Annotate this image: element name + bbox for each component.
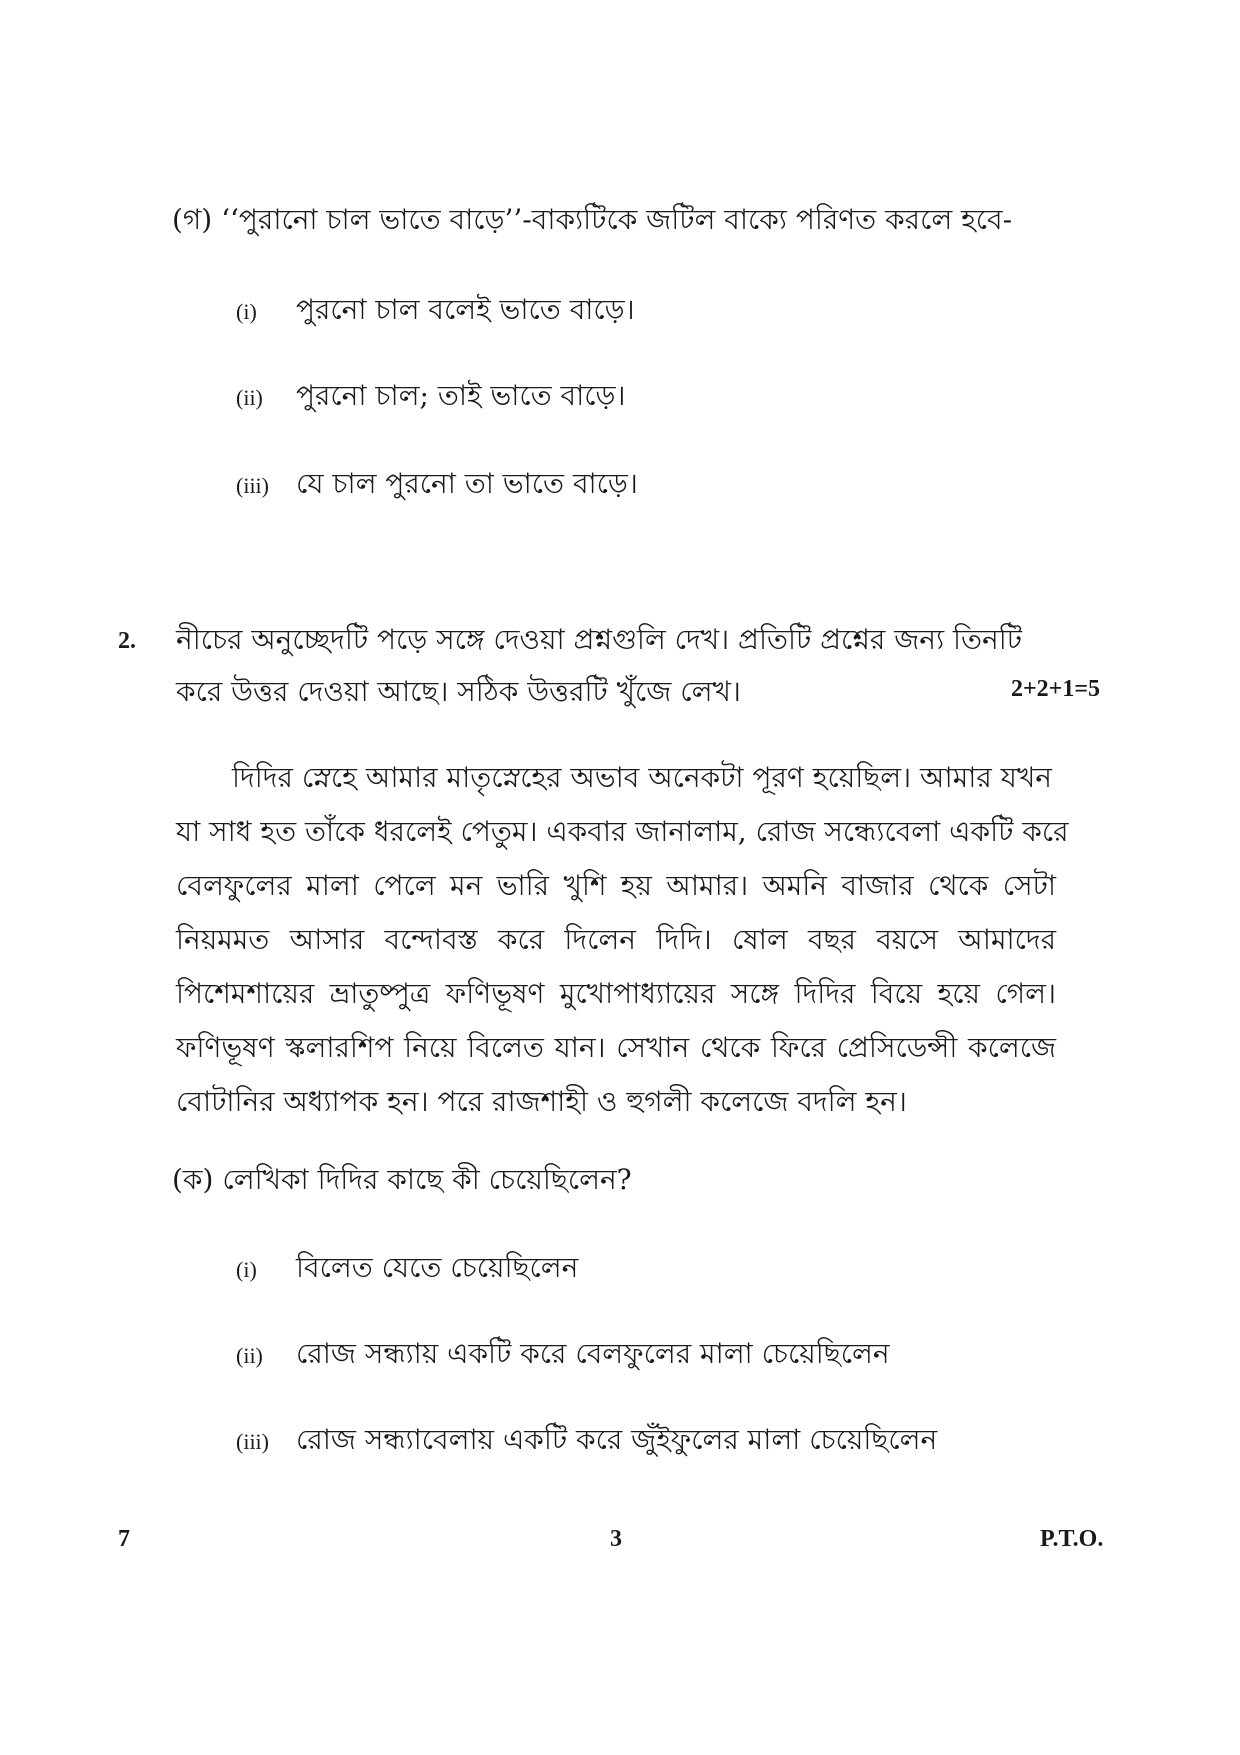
question-2-instruction-line2: করে উত্তর দেওয়া আছে। সঠিক উত্তরটি খুঁজে লেখ। — [176, 675, 741, 708]
option-number: (ii) — [236, 385, 263, 410]
option-number: (ii) — [236, 1343, 263, 1368]
option-text: যে চাল পুরনো তা ভাতে বাড়ে। — [296, 467, 638, 500]
option-text: রোজ সন্ধ্যায় একটি করে বেলফুলের মালা চেয়েছিলেন — [296, 1337, 890, 1370]
option-ga-1 — [236, 292, 635, 330]
option-ga-2 — [236, 378, 626, 416]
question-ga — [172, 202, 1012, 238]
question-ga-text: ‘‘পুরানো চাল ভাতে বাড়ে’’-বাক্যটিকে জটিল বাক্যে পরিণত করলে হবে- — [221, 203, 1013, 236]
passage-line: দিদির স্নেহে আমার মাতৃস্নেহের অভাব অনেকটা পূরণ হয়েছিল। আমার যখন — [232, 761, 1052, 794]
option-text: পুরনো চাল; তাই ভাতে বাড়ে। — [296, 379, 626, 412]
passage-line: বোটানির অধ্যাপক হন। পরে রাজশাহী ও হুগলী কলেজে বদলি হন। — [176, 1085, 907, 1118]
question-2-number: 2. — [118, 628, 136, 654]
option-text: পুরনো চাল বলেই ভাতে বাড়ে। — [296, 293, 635, 326]
option-number: (iii) — [236, 473, 269, 498]
option-number: (iii) — [236, 1429, 269, 1454]
page-number: 3 — [610, 1526, 622, 1552]
question-ka — [172, 1162, 632, 1198]
pto-label: P.T.O. — [1040, 1526, 1104, 1552]
question-ga-label: (গ) — [172, 203, 213, 236]
option-number: (i) — [236, 1257, 257, 1282]
question-ka-text: লেখিকা দিদির কাছে কী চেয়েছিলেন? — [222, 1163, 632, 1196]
footer-code: 7 — [118, 1526, 130, 1552]
option-number: (i) — [236, 299, 257, 324]
passage-line: নিয়মমত আসার বন্দোবস্ত করে দিলেন দিদি। ষোল বছর বয়সে আমাদের — [176, 923, 1056, 956]
passage-line: যা সাধ হত তাঁকে ধরলেই পেতুম। একবার জানালাম, রোজ সন্ধ্যেবেলা একটি করে — [176, 815, 1069, 848]
passage-line: পিশেমশায়ের ভ্রাতুষ্পুত্র ফণিভূষণ মুখোপাধ্যায়ের সঙ্গে দিদির বিয়ে হয়ে গেল। — [176, 977, 1056, 1010]
question-2-marks: 2+2+1=5 — [1011, 676, 1101, 702]
option-text: রোজ সন্ধ্যাবেলায় একটি করে জুঁইফুলের মালা চেয়েছিলেন — [296, 1423, 938, 1456]
option-ka-1 — [236, 1250, 579, 1288]
passage-line: বেলফুলের মালা পেলে মন ভারি খুশি হয় আমার। অমনি বাজার থেকে সেটা — [176, 869, 1056, 902]
option-ka-2 — [236, 1336, 890, 1374]
question-ka-label: (ক) — [172, 1163, 214, 1196]
option-ga-3 — [236, 466, 638, 504]
passage-line: ফণিভূষণ স্কলারশিপ নিয়ে বিলেত যান। সেখান থেকে ফিরে প্রেসিডেন্সী কলেজে — [176, 1031, 1056, 1064]
option-text: বিলেত যেতে চেয়েছিলেন — [296, 1251, 579, 1284]
question-2-instruction-line1: নীচের অনুচ্ছেদটি পড়ে সঙ্গে দেওয়া প্রশ্নগুলি দেখ। প্রতিটি প্রশ্নের জন্য তিনটি — [176, 623, 1022, 656]
option-ka-3 — [236, 1422, 938, 1460]
